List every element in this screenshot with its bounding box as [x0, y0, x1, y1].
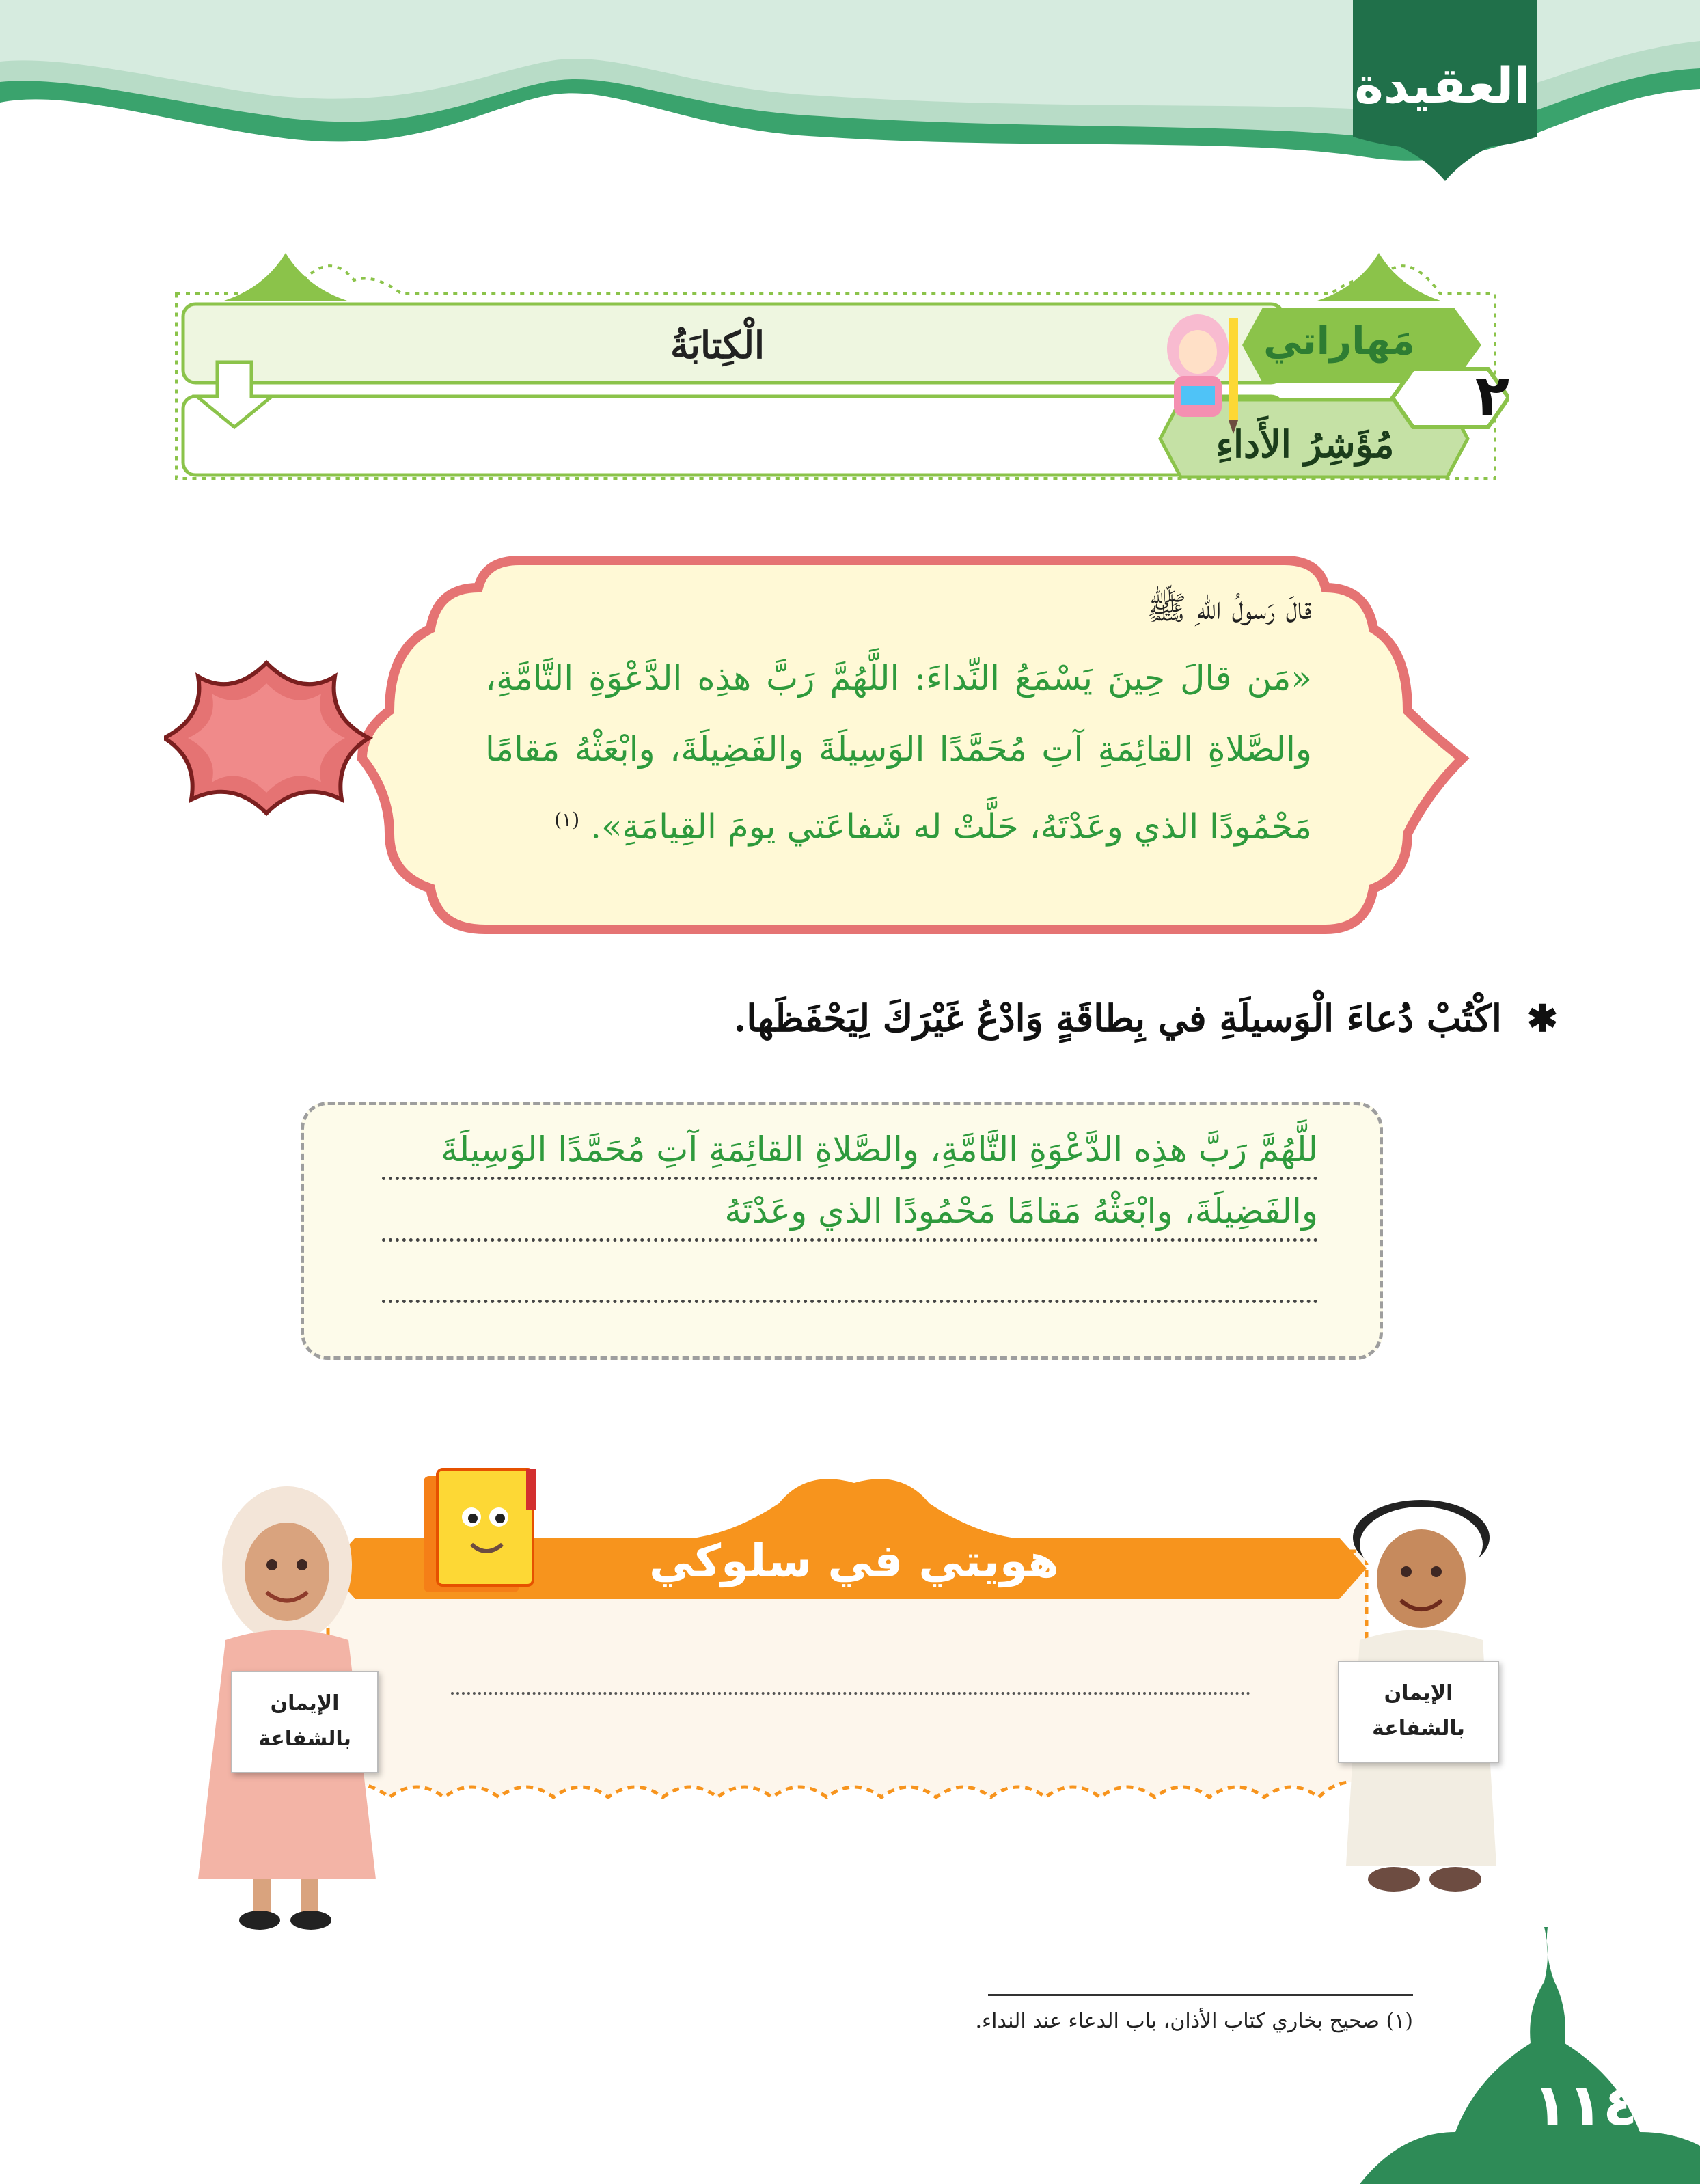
indicator-value[interactable] — [205, 410, 1148, 472]
star-icon: ✱ — [1526, 996, 1558, 1040]
card-line-1[interactable]: للَّهُمَّ رَبَّ هذِه الدَّعْوَةِ التَّامَّةِ، والصَّلاةِ القائِمَةِ آتِ مُحَمَّدًا الوَسِيلَةَ — [382, 1119, 1318, 1180]
hadith-text — [485, 642, 1312, 916]
page-number: ١١٤ — [1533, 2071, 1638, 2138]
girl-sign-line1: الإيمان — [270, 1691, 340, 1715]
skills-label: مَهاراتي — [1263, 319, 1415, 364]
unit-title: العقيدة — [1354, 57, 1531, 114]
identity-frame — [314, 1456, 1380, 1838]
girl-sign-line2: بالشفاعة — [258, 1727, 351, 1751]
footnote-rule — [988, 1994, 1413, 1996]
footnote: (١) صحيح بخاري كتاب الأذان، باب الدعاء عند النداء. — [975, 2009, 1413, 2033]
skill-title: الْكِتابَةُ — [670, 323, 765, 367]
hadith-body: «مَن قالَ حِينَ يَسْمَعُ النِّداءَ: اللَّهُمَّ رَبَّ هذِه الدَّعْوَةِ التَّامَّةِ، والصَّلاةِ القائِمَةِ آتِ مُحَمَّدًا الوَسِيلَةَ والفَضِيلَةَ، وابْعَثْهُ مَقامًا مَحْمُودًا الذي وعَدْتَهُ، حَلَّتْ له شَفاعَتي يومَ القِيامَةِ». — [485, 658, 1312, 847]
boy-sign — [1338, 1661, 1499, 1763]
card-line-2[interactable]: والفَضِيلَةَ، وابْعَثْهُ مَقامًا مَحْمُودًا الذي وعَدْتَهُ — [382, 1180, 1318, 1242]
identity-title: هويتي في سلوكي — [649, 1535, 1059, 1587]
hadith-intro: قالَ رَسولُ اللهِ ﷺ — [1147, 589, 1312, 627]
hadith-footnote-ref: (١) — [554, 808, 580, 831]
card-line-3[interactable] — [382, 1242, 1318, 1303]
skill-number: ٢ — [1475, 364, 1510, 428]
boy-sign-line2: بالشفاعة — [1372, 1717, 1465, 1741]
writing-card — [301, 1102, 1383, 1360]
indicator-label: مُؤَشِرُ الأَداءِ — [1216, 422, 1395, 466]
identity-answer-line[interactable] — [451, 1688, 1250, 1695]
boy-sign-line1: الإيمان — [1384, 1681, 1453, 1705]
instruction-text: اكْتُبْ دُعاءَ الْوَسيلَةِ في بِطاقَةٍ وَادْعُ غَيْرَكَ لِيَحْفَظَها. — [733, 996, 1502, 1040]
instruction — [733, 984, 1558, 1052]
girl-sign — [231, 1671, 379, 1773]
